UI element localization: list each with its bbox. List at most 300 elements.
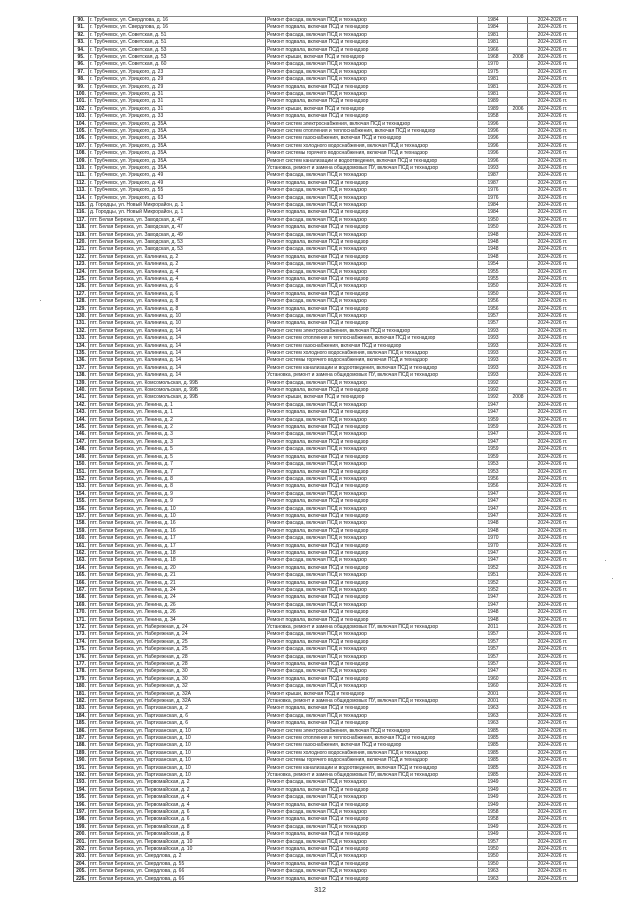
row-work-type: Ремонт фасада, включая ПСД и технадзор xyxy=(267,572,367,579)
row-number: 164. xyxy=(76,564,86,571)
table-row xyxy=(74,290,577,297)
row-address: пгт. Белая Березка, ул. Ленина, д. 10 xyxy=(90,512,176,519)
row-planned-period: 2024-2026 гг. xyxy=(537,68,568,75)
row-address: пгт. Белая Березка, ул. Партизанская, д. 10 xyxy=(90,764,191,771)
table-row xyxy=(74,223,577,230)
row-number: 201. xyxy=(76,838,86,845)
row-number: 111. xyxy=(76,172,86,179)
row-planned-period: 2024-2026 гг. xyxy=(537,298,568,305)
row-year-built: 1947 xyxy=(487,431,499,438)
row-year-built: 1959 xyxy=(487,416,499,423)
row-number: 169. xyxy=(76,601,86,608)
row-work-type: Ремонт фасада, включая ПСД и технадзор xyxy=(267,794,367,801)
row-work-type: Ремонт систем отопления и теплоснабжения, включая ПСД и технадзор xyxy=(267,734,436,741)
table-row xyxy=(74,342,577,349)
row-year-last-repair xyxy=(508,816,528,822)
row-planned-period: 2024-2026 гг. xyxy=(537,239,568,246)
row-number: 141. xyxy=(76,394,86,401)
row-number: 152. xyxy=(76,475,86,482)
row-address: пгт. Белая Березка, ул. Первомайская, д. 2 xyxy=(90,779,190,786)
row-number: 178. xyxy=(76,668,86,675)
row-work-type: Ремонт подвала, включая ПСД и технадзор xyxy=(267,387,369,394)
row-work-type: Ремонт систем канализации и водоотведения, включая ПСД и технадзор xyxy=(267,364,438,371)
row-planned-period: 2024-2026 гг. xyxy=(537,283,568,290)
row-planned-period: 2024-2026 гг. xyxy=(537,357,568,364)
table-row xyxy=(74,90,577,97)
row-work-type: Ремонт подвала, включая ПСД и технадзор xyxy=(267,549,369,556)
table-row xyxy=(74,216,577,223)
row-year-built: 1947 xyxy=(487,668,499,675)
row-year-built: 1993 xyxy=(487,357,499,364)
row-planned-period: 2024-2026 гг. xyxy=(537,438,568,445)
row-work-type: Ремонт подвала, включая ПСД и технадзор xyxy=(267,660,369,667)
row-work-type: Ремонт систем газоснабжения, включая ПСД и технадзор xyxy=(267,342,402,349)
row-year-last-repair xyxy=(508,357,528,363)
row-planned-period: 2024-2026 гг. xyxy=(537,187,568,194)
row-year-last-repair xyxy=(508,668,528,674)
row-planned-period: 2024-2026 гг. xyxy=(537,135,568,142)
table-row xyxy=(74,201,577,208)
row-number: 186. xyxy=(76,727,86,734)
row-address: пгт. Белая Березка, ул. Ленина, д. 7 xyxy=(90,468,173,475)
row-planned-period: 2024-2026 гг. xyxy=(537,416,568,423)
row-address: пгт. Белая Березка, ул. Калинина, д. 14 xyxy=(90,372,182,379)
row-year-built: 1957 xyxy=(487,838,499,845)
row-planned-period: 2024-2026 гг. xyxy=(537,113,568,120)
row-address: пгт. Белая Березка, ул. Ленина, д. 5 xyxy=(90,453,173,460)
table-row xyxy=(74,704,577,711)
row-work-type: Ремонт фасада, включая ПСД и технадзор xyxy=(267,401,367,408)
row-work-type: Ремонт фасада, включая ПСД и технадзор xyxy=(267,779,367,786)
row-year-built: 1950 xyxy=(487,860,499,867)
table-row xyxy=(74,534,577,541)
table-row xyxy=(74,75,577,82)
row-work-type: Ремонт фасада, включая ПСД и технадзор xyxy=(267,17,367,23)
table-row xyxy=(74,282,577,289)
row-address: пгт. Белая Березка, ул. Ленина, д. 8 xyxy=(90,475,173,482)
row-planned-period: 2024-2026 гг. xyxy=(537,379,568,386)
row-year-last-repair xyxy=(508,868,528,874)
table-row xyxy=(74,68,577,75)
row-planned-period: 2024-2026 гг. xyxy=(537,631,568,638)
row-year-last-repair xyxy=(508,298,528,304)
row-work-type: Ремонт подвала, включая ПСД и технадзор xyxy=(267,409,369,416)
row-year-built: 1989 xyxy=(487,105,499,112)
row-address: пгт. Белая Березка, ул. Комсомольская, д. 99Б xyxy=(90,379,199,386)
row-work-type: Ремонт фасада, включая ПСД и технадзор xyxy=(267,202,367,209)
row-work-type: Ремонт подвала, включая ПСД и технадзор xyxy=(267,24,369,31)
row-number: 112. xyxy=(76,179,86,186)
row-address: г. Трубчевск, ул. Урицкого, д. 55 xyxy=(90,187,164,194)
row-number: 193. xyxy=(76,779,86,786)
row-planned-period: 2024-2026 гг. xyxy=(537,579,568,586)
row-work-type: Ремонт подвала, включая ПСД и технадзор xyxy=(267,527,369,534)
row-address: пгт. Белая Березка, ул. Заводская, д. 53 xyxy=(90,239,183,246)
row-year-last-repair xyxy=(508,17,528,23)
row-year-last-repair xyxy=(508,483,528,489)
row-year-built: 1993 xyxy=(487,327,499,334)
row-number: 197. xyxy=(76,808,86,815)
table-row xyxy=(74,149,577,156)
row-year-last-repair xyxy=(508,224,528,230)
row-year-last-repair xyxy=(508,787,528,793)
row-number: 157. xyxy=(76,512,86,519)
row-work-type: Ремонт подвала, включая ПСД и технадзор xyxy=(267,675,369,682)
row-year-built: 1993 xyxy=(487,165,499,172)
row-year-built: 1950 xyxy=(487,853,499,860)
row-year-last-repair xyxy=(508,195,528,201)
row-work-type: Ремонт подвала, включая ПСД и технадзор xyxy=(267,638,369,645)
table-row xyxy=(74,305,577,312)
row-work-type: Ремонт крыши, включая ПСД и технадзор xyxy=(267,105,365,112)
row-year-built: 1957 xyxy=(487,660,499,667)
row-planned-period: 2024-2026 гг. xyxy=(537,653,568,660)
row-year-built: 1949 xyxy=(487,794,499,801)
row-year-built: 1957 xyxy=(487,320,499,327)
row-address: пгт. Белая Березка, ул. Набережная, д. 32 xyxy=(90,683,188,690)
table-row xyxy=(74,616,577,623)
row-planned-period: 2024-2026 гг. xyxy=(537,24,568,31)
row-work-type: Ремонт подвала, включая ПСД и технадзор xyxy=(267,845,369,852)
row-year-built: 2011 xyxy=(487,623,499,630)
row-address: пгт. Белая Березка, ул. Ленина, д. 1 xyxy=(90,401,173,408)
table-row xyxy=(74,430,577,437)
row-planned-period: 2024-2026 гг. xyxy=(537,749,568,756)
row-year-last-repair xyxy=(508,454,528,460)
row-work-type: Ремонт подвала, включая ПСД и технадзор xyxy=(267,594,369,601)
row-year-last-repair xyxy=(508,143,528,149)
row-work-type: Ремонт фасада, включая ПСД и технадзор xyxy=(267,838,367,845)
row-year-built: 1984 xyxy=(487,17,499,23)
row-year-last-repair xyxy=(508,720,528,726)
row-address: пгт. Белая Березка, ул. Ленина, д. 21 xyxy=(90,579,176,586)
row-work-type: Ремонт фасада, включая ПСД и технадзор xyxy=(267,868,367,875)
row-year-built: 1950 xyxy=(487,216,499,223)
table-row xyxy=(74,653,577,660)
row-work-type: Ремонт фасада, включая ПСД и технадзор xyxy=(267,68,367,75)
row-year-built: 1947 xyxy=(487,490,499,497)
row-work-type: Ремонт фасада, включая ПСД и технадзор xyxy=(267,416,367,423)
row-work-type: Ремонт фасада, включая ПСД и технадзор xyxy=(267,853,367,860)
row-planned-period: 2024-2026 гг. xyxy=(537,601,568,608)
row-year-built: 1996 xyxy=(487,157,499,164)
row-year-built: 1976 xyxy=(487,187,499,194)
table-row xyxy=(74,741,577,748)
row-year-built: 1968 xyxy=(487,54,499,60)
row-number: 93. xyxy=(77,39,85,46)
table-row xyxy=(74,549,577,556)
row-year-last-repair xyxy=(508,646,528,652)
table-row xyxy=(74,423,577,430)
row-planned-period: 2024-2026 гг. xyxy=(537,609,568,616)
row-work-type: Ремонт подвала, включая ПСД и технадзор xyxy=(267,831,369,838)
row-number: 175. xyxy=(76,646,86,653)
row-work-type: Ремонт подвала, включая ПСД и технадзор xyxy=(267,239,369,246)
row-year-last-repair xyxy=(508,335,528,341)
row-year-last-repair xyxy=(508,824,528,830)
row-work-type: Ремонт подвала, включая ПСД и технадзор xyxy=(267,720,369,727)
table-row xyxy=(74,845,577,852)
row-year-last-repair xyxy=(508,446,528,452)
table-row xyxy=(74,860,577,867)
repair-schedule-table xyxy=(73,16,578,882)
row-year-last-repair xyxy=(508,617,528,623)
row-number: 115. xyxy=(76,202,86,209)
row-number: 205. xyxy=(76,868,86,875)
row-planned-period: 2024-2026 гг. xyxy=(537,705,568,712)
row-address: пгт. Белая Березка, ул. Ленина, д. 16 xyxy=(90,527,176,534)
row-year-last-repair xyxy=(508,506,528,512)
row-number: 183. xyxy=(76,705,86,712)
row-number: 128. xyxy=(76,298,86,305)
table-row xyxy=(74,31,577,38)
row-year-built: 1975 xyxy=(487,68,499,75)
row-address: пгт. Белая Березка, ул. Калинина, д. 6 xyxy=(90,283,179,290)
row-planned-period: 2024-2026 гг. xyxy=(537,409,568,416)
row-planned-period: 2024-2026 гг. xyxy=(537,535,568,542)
row-address: пгт. Белая Березка, ул. Заводская, д. 47 xyxy=(90,216,183,223)
row-year-last-repair xyxy=(508,76,528,82)
table-row xyxy=(74,638,577,645)
row-year-built: 1987 xyxy=(487,172,499,179)
row-planned-period: 2024-2026 гг. xyxy=(537,475,568,482)
row-year-built: 1959 xyxy=(487,453,499,460)
row-planned-period: 2024-2026 гг. xyxy=(537,742,568,749)
row-planned-period: 2024-2026 гг. xyxy=(537,512,568,519)
row-work-type: Ремонт фасада, включая ПСД и технадзор xyxy=(267,653,367,660)
row-address: пгт. Белая Березка, ул. Ленина, д. 2 xyxy=(90,424,173,431)
row-address: пгт. Белая Березка, ул. Ленина, д. 9 xyxy=(90,498,173,505)
row-year-built: 1947 xyxy=(487,498,499,505)
row-number: 188. xyxy=(76,742,86,749)
row-year-last-repair xyxy=(508,313,528,319)
row-number: 154. xyxy=(76,490,86,497)
row-number: 196. xyxy=(76,801,86,808)
row-year-last-repair xyxy=(508,565,528,571)
row-year-built: 1950 xyxy=(487,283,499,290)
row-number: 139. xyxy=(76,379,86,386)
row-number: 179. xyxy=(76,675,86,682)
row-number: 194. xyxy=(76,786,86,793)
row-year-last-repair xyxy=(508,713,528,719)
row-address: пгт. Белая Березка, ул. Ленина, д. 17 xyxy=(90,535,176,542)
row-address: пгт. Белая Березка, ул. Ленина, д. 26 xyxy=(90,609,176,616)
row-number: 100. xyxy=(76,91,86,98)
row-year-last-repair xyxy=(508,557,528,563)
row-year-built: 1996 xyxy=(487,120,499,127)
row-address: пгт. Белая Березка, ул. Ленина, д. 5 xyxy=(90,446,173,453)
row-number: 171. xyxy=(76,616,86,623)
row-planned-period: 2024-2026 гг. xyxy=(537,683,568,690)
row-year-last-repair xyxy=(508,121,528,127)
row-work-type: Ремонт подвала, включая ПСД и технадзор xyxy=(267,498,369,505)
row-planned-period: 2024-2026 гг. xyxy=(537,697,568,704)
row-address: г. Трубчевск, ул. Урицкого, д. 23 xyxy=(90,68,164,75)
table-row xyxy=(74,46,577,53)
row-planned-period: 2024-2026 гг. xyxy=(537,46,568,53)
row-year-built: 1993 xyxy=(487,364,499,371)
table-row xyxy=(74,675,577,682)
row-year-last-repair xyxy=(508,631,528,637)
row-year-built: 1949 xyxy=(487,786,499,793)
row-year-last-repair xyxy=(508,853,528,859)
row-number: 176. xyxy=(76,653,86,660)
row-number: 91. xyxy=(77,24,85,31)
row-address: пгт. Белая Березка, ул. Партизанская, д. 10 xyxy=(90,734,191,741)
row-planned-period: 2024-2026 гг. xyxy=(537,668,568,675)
table-row xyxy=(74,408,577,415)
row-address: пгт. Белая Березка, ул. Ленина, д. 2 xyxy=(90,416,173,423)
row-address: г. Трубчевск, ул. Урицкого, д. 35А xyxy=(90,135,167,142)
row-planned-period: 2024-2026 гг. xyxy=(537,231,568,238)
row-address: пгт. Белая Березка, ул. Партизанская, д. 6 xyxy=(90,720,188,727)
row-work-type: Ремонт фасада, включая ПСД и технадзор xyxy=(267,557,367,564)
row-planned-period: 2024-2026 гг. xyxy=(537,527,568,534)
row-year-built: 1948 xyxy=(487,609,499,616)
row-year-last-repair xyxy=(508,172,528,178)
row-planned-period: 2024-2026 гг. xyxy=(537,83,568,90)
table-row xyxy=(74,505,577,512)
row-address: пгт. Белая Березка, ул. Калинина, д. 10 xyxy=(90,313,182,320)
row-number: 185. xyxy=(76,720,86,727)
row-year-built: 1947 xyxy=(487,557,499,564)
row-planned-period: 2024-2026 гг. xyxy=(537,461,568,468)
row-number: 96. xyxy=(77,61,85,68)
row-year-last-repair xyxy=(508,750,528,756)
row-work-type: Ремонт систем канализации и водоотведения, включая ПСД и технадзор xyxy=(267,157,438,164)
row-number: 140. xyxy=(76,387,86,394)
row-planned-period: 2024-2026 гг. xyxy=(537,98,568,105)
row-year-last-repair xyxy=(508,39,528,45)
table-row xyxy=(74,660,577,667)
table-row xyxy=(74,586,577,593)
table-row xyxy=(74,512,577,519)
row-number: 174. xyxy=(76,638,86,645)
row-planned-period: 2024-2026 гг. xyxy=(537,638,568,645)
row-year-last-repair xyxy=(508,269,528,275)
table-row xyxy=(74,23,577,30)
row-address: пгт. Белая Березка, ул. Ленина, д. 17 xyxy=(90,542,176,549)
row-year-built: 1951 xyxy=(487,572,499,579)
row-year-last-repair xyxy=(508,246,528,252)
row-year-built: 1947 xyxy=(487,549,499,556)
row-work-type: Ремонт фасада, включая ПСД и технадзор xyxy=(267,601,367,608)
row-number: 160. xyxy=(76,535,86,542)
row-address: пгт. Белая Березка, ул. Ленина, д. 10 xyxy=(90,505,176,512)
row-work-type: Ремонт подвала, включая ПСД и технадзор xyxy=(267,609,369,616)
row-number: 184. xyxy=(76,712,86,719)
row-year-built: 1960 xyxy=(487,683,499,690)
row-address: пгт. Белая Березка, ул. Набережная, д. 32А xyxy=(90,690,191,697)
row-year-last-repair xyxy=(508,217,528,223)
table-row xyxy=(74,327,577,334)
row-planned-period: 2024-2026 гг. xyxy=(537,771,568,778)
row-year-last-repair xyxy=(508,876,528,882)
row-number: 190. xyxy=(76,757,86,764)
row-year-last-repair xyxy=(508,691,528,697)
row-year-last-repair xyxy=(508,587,528,593)
table-row xyxy=(74,830,577,837)
table-row xyxy=(74,667,577,674)
table-row xyxy=(74,393,577,400)
table-row xyxy=(74,875,577,882)
row-number: 114. xyxy=(76,194,86,201)
row-year-built: 1985 xyxy=(487,749,499,756)
row-number: 202. xyxy=(76,845,86,852)
row-address: пгт. Белая Березка, ул. Первомайская, д. 6 xyxy=(90,808,190,815)
row-planned-period: 2024-2026 гг. xyxy=(537,305,568,312)
row-work-type: Ремонт систем холодного водоснабжения, включая ПСД и технадзор xyxy=(267,142,428,149)
row-year-last-repair xyxy=(508,728,528,734)
row-address: пгт. Белая Березка, ул. Калинина, д. 14 xyxy=(90,364,182,371)
row-planned-period: 2024-2026 гг. xyxy=(537,868,568,875)
row-year-last-repair xyxy=(508,320,528,326)
row-year-built: 1952 xyxy=(487,579,499,586)
row-year-built: 1957 xyxy=(487,313,499,320)
row-year-last-repair xyxy=(508,209,528,215)
row-number: 147. xyxy=(76,438,86,445)
row-year-built: 1948 xyxy=(487,253,499,260)
table-row xyxy=(74,475,577,482)
row-planned-period: 2024-2026 гг. xyxy=(537,838,568,845)
row-planned-period: 2024-2026 гг. xyxy=(537,675,568,682)
row-work-type: Ремонт фасада, включая ПСД и технадзор xyxy=(267,668,367,675)
row-work-type: Ремонт систем электроснабжения, включая ПСД и технадзор xyxy=(267,727,411,734)
row-year-last-repair xyxy=(508,461,528,467)
row-planned-period: 2024-2026 гг. xyxy=(537,268,568,275)
table-row xyxy=(74,16,577,23)
table-row xyxy=(74,490,577,497)
row-number: 94. xyxy=(77,46,85,53)
row-address: пгт. Белая Березка, ул. Калинина, д. 2 xyxy=(90,253,179,260)
table-row xyxy=(74,682,577,689)
row-planned-period: 2024-2026 гг. xyxy=(537,31,568,38)
row-year-built: 1947 xyxy=(487,512,499,519)
row-planned-period: 2024-2026 гг. xyxy=(537,712,568,719)
row-work-type: Ремонт подвала, включая ПСД и технадзор xyxy=(267,179,369,186)
row-number: 129. xyxy=(76,305,86,312)
row-year-last-repair xyxy=(508,232,528,238)
row-planned-period: 2024-2026 гг. xyxy=(537,17,568,23)
row-year-built: 1948 xyxy=(487,520,499,527)
row-address: пгт. Белая Березка, ул. Первомайская, д. 4 xyxy=(90,794,190,801)
row-year-last-repair xyxy=(508,135,528,141)
row-year-last-repair xyxy=(508,491,528,497)
row-number: 108. xyxy=(76,150,86,157)
row-work-type: Ремонт фасада, включая ПСД и технадзор xyxy=(267,61,367,68)
row-planned-period: 2024-2026 гг. xyxy=(537,845,568,852)
row-planned-period: 2024-2026 гг. xyxy=(537,520,568,527)
row-number: 109. xyxy=(76,157,86,164)
table-row xyxy=(74,386,577,393)
row-work-type: Ремонт фасада, включая ПСД и технадзор xyxy=(267,808,367,815)
row-planned-period: 2024-2026 гг. xyxy=(537,401,568,408)
row-address: пгт. Белая Березка, ул. Свердлова, д. 2 xyxy=(90,853,182,860)
row-year-built: 1970 xyxy=(487,535,499,542)
row-number: 145. xyxy=(76,424,86,431)
table-row xyxy=(74,808,577,815)
row-planned-period: 2024-2026 гг. xyxy=(537,779,568,786)
row-address: г. Трубчевск, ул. Урицкого, д. 49 xyxy=(90,172,164,179)
row-planned-period: 2024-2026 гг. xyxy=(537,727,568,734)
row-planned-period: 2024-2026 гг. xyxy=(537,586,568,593)
row-year-built: 1957 xyxy=(487,653,499,660)
row-number: 116. xyxy=(76,209,86,216)
row-work-type: Ремонт фасада, включая ПСД и технадзор xyxy=(267,261,367,268)
row-address: пгт. Белая Березка, ул. Ленина, д. 21 xyxy=(90,572,176,579)
table-row xyxy=(74,208,577,215)
row-year-last-repair: 2008 xyxy=(512,394,524,401)
